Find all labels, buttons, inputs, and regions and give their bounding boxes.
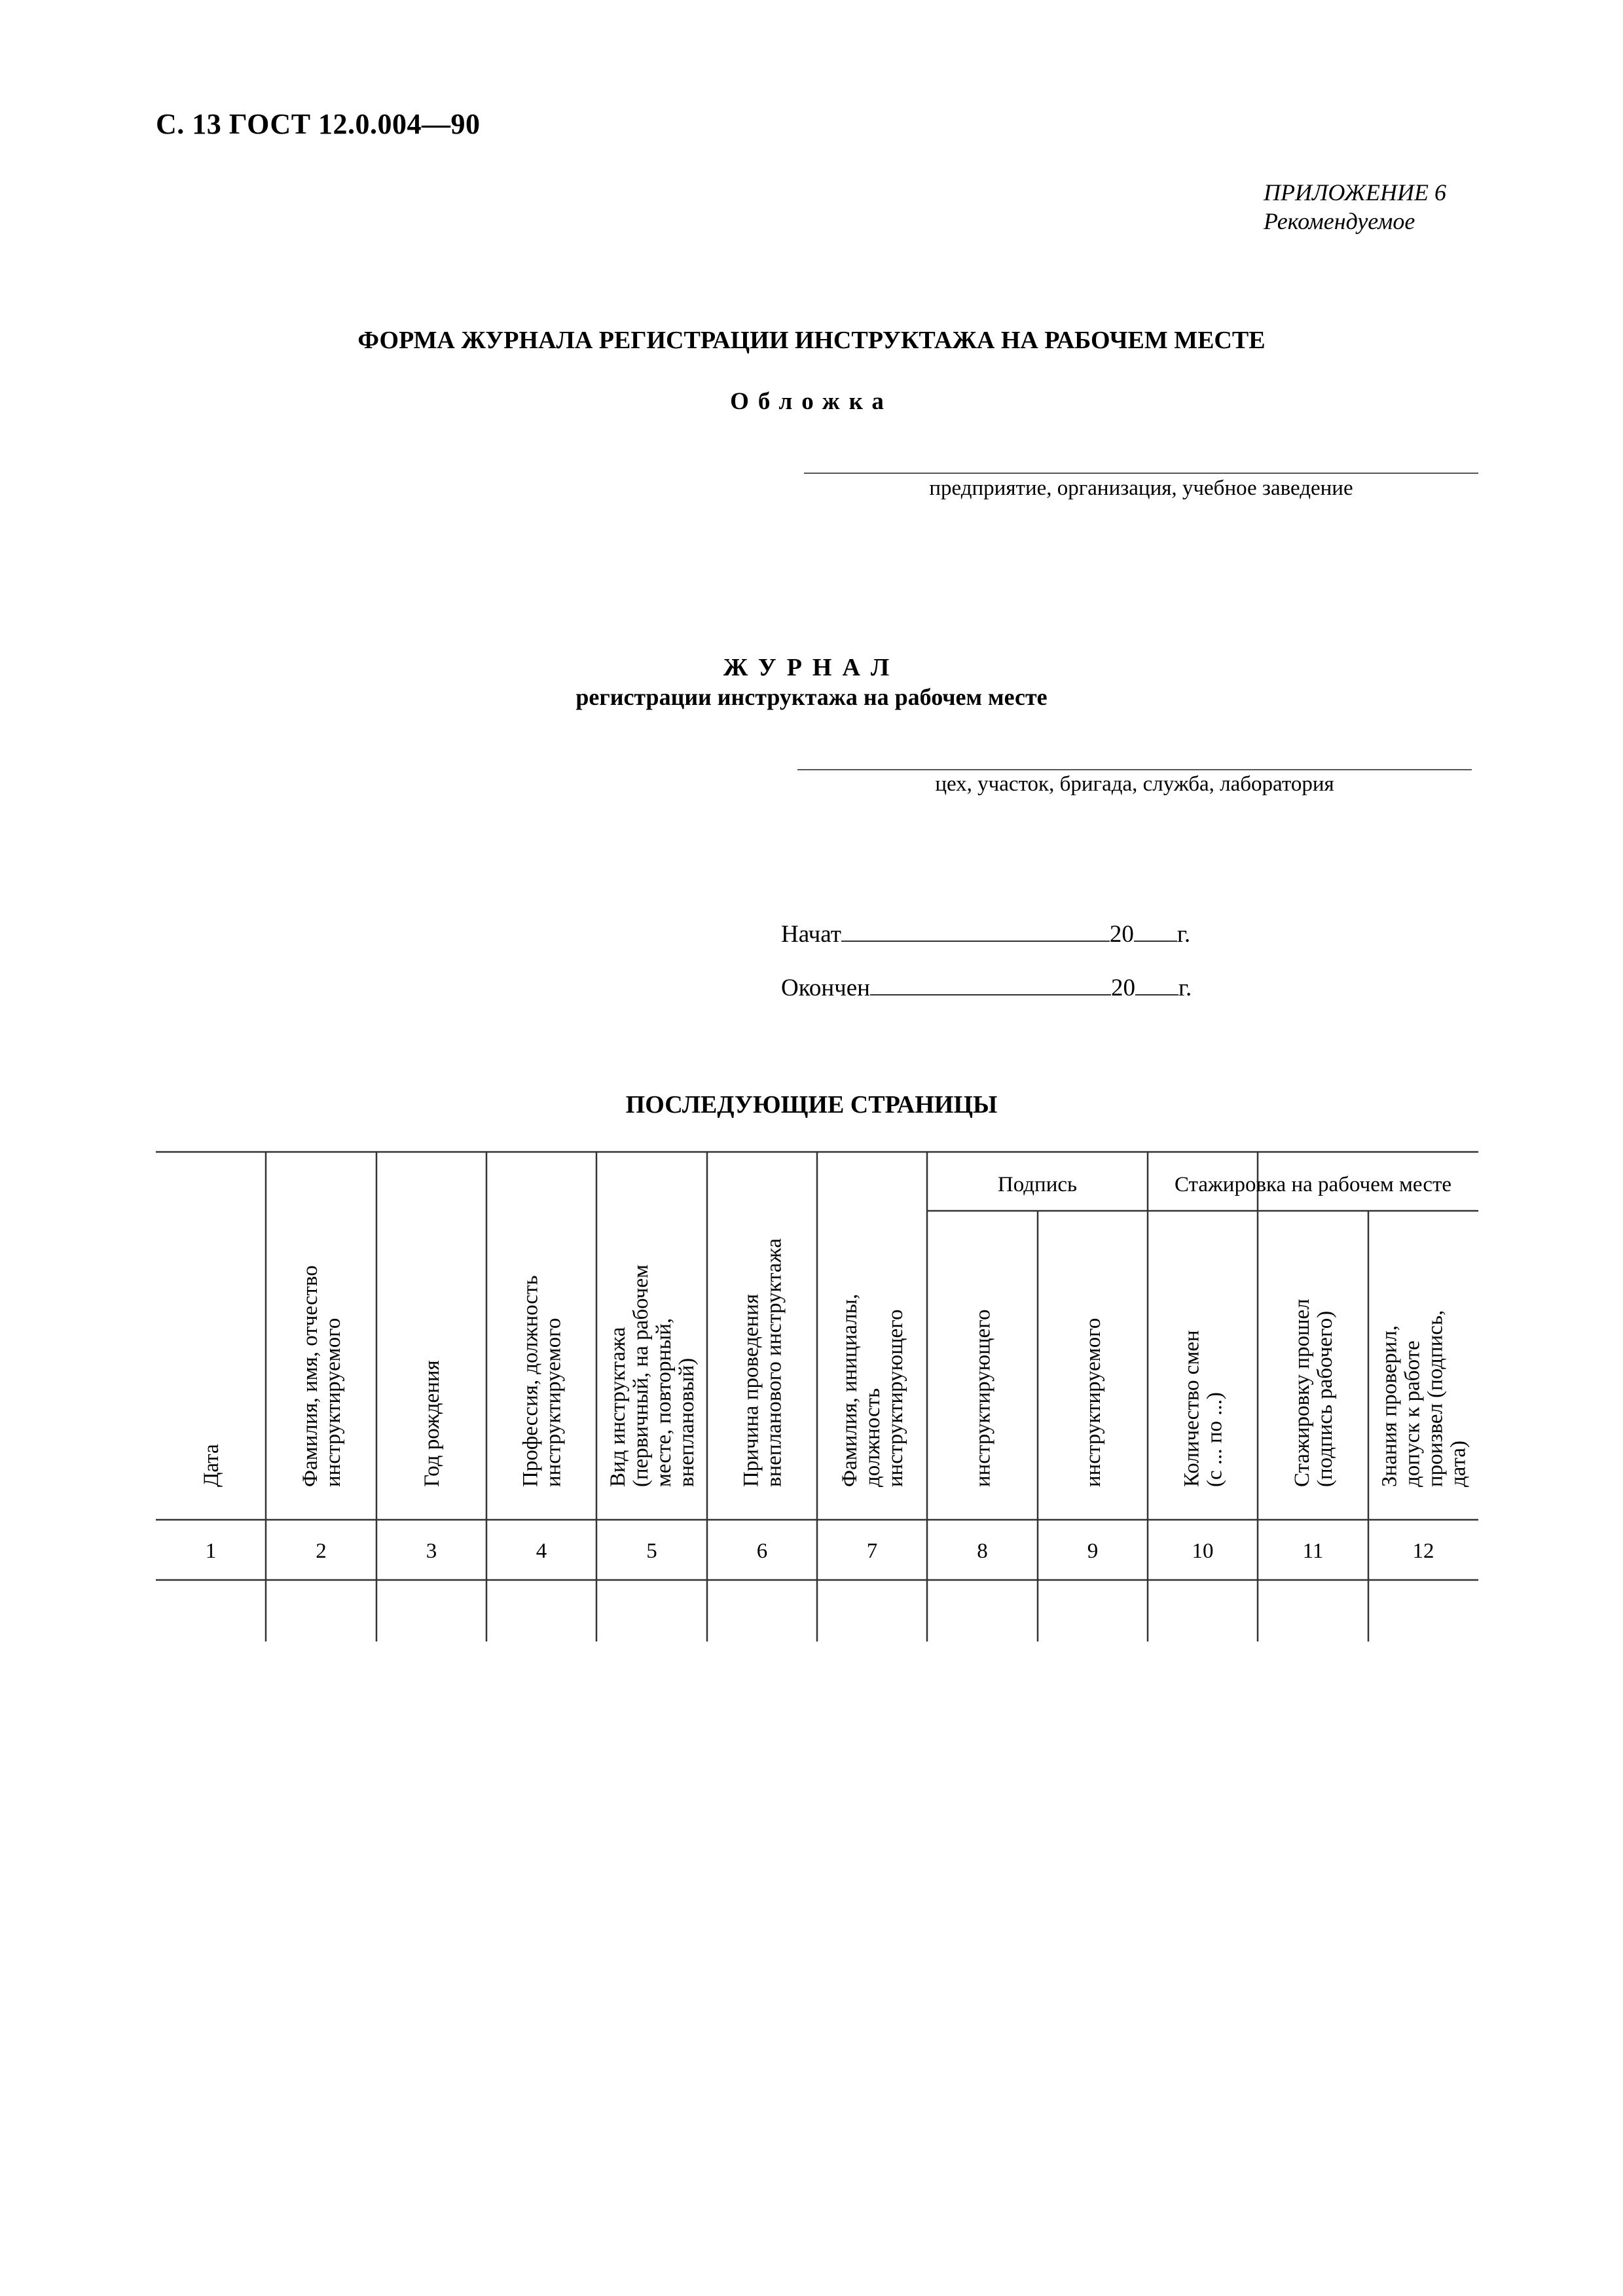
column-number-7: 7 bbox=[866, 1539, 878, 1563]
column-header-5: Вид инструктажа(первичный, на рабочемместе, повторный,внеплановый) bbox=[606, 1265, 699, 1487]
column-header-12: Знания проверил,допуск к работепроизвел (подпись,дата) bbox=[1377, 1310, 1470, 1487]
started-year-suffix: г. bbox=[1176, 921, 1191, 948]
journal-subtitle: регистрации инструктажа на рабочем месте bbox=[575, 684, 1048, 710]
column-header-1: Дата bbox=[200, 1444, 223, 1487]
column-number-5: 5 bbox=[646, 1539, 657, 1563]
started-year-prefix: 20 bbox=[1109, 921, 1134, 948]
started-label: Начат bbox=[781, 921, 841, 948]
form-title: ФОРМА ЖУРНАЛА РЕГИСТРАЦИИ ИНСТРУКТАЖА НА РАБОЧЕМ МЕСТЕ bbox=[357, 327, 1266, 354]
appendix-status: Рекомендуемое bbox=[1264, 208, 1415, 234]
column-header-7: Фамилия, инициалы,должностьинструктирующего bbox=[838, 1293, 907, 1487]
appendix-label: ПРИЛОЖЕНИЕ 6 bbox=[1264, 179, 1446, 206]
group-header-signature: Подпись bbox=[997, 1173, 1078, 1196]
column-number-10: 10 bbox=[1192, 1539, 1214, 1563]
ended-year-suffix: г. bbox=[1178, 975, 1192, 1001]
column-number-1: 1 bbox=[205, 1539, 217, 1563]
table-grid bbox=[156, 1152, 1478, 1641]
column-number-2: 2 bbox=[316, 1539, 327, 1563]
column-header-11: Стажировку прошел(подпись рабочего) bbox=[1290, 1299, 1337, 1487]
journal-title: ЖУРНАЛ bbox=[723, 654, 900, 681]
column-header-4: Профессия, должностьинструктируемого bbox=[519, 1275, 566, 1487]
column-number-4: 4 bbox=[536, 1539, 547, 1563]
column-header-9: инструктируемого bbox=[1082, 1318, 1105, 1487]
column-header-2: Фамилия, имя, отчествоинструктируемого bbox=[299, 1265, 345, 1487]
column-number-9: 9 bbox=[1087, 1539, 1099, 1563]
column-header-10: Количество смен(с ... по ...) bbox=[1180, 1330, 1227, 1487]
column-header-3: Год рождения bbox=[420, 1360, 444, 1487]
column-number-8: 8 bbox=[977, 1539, 988, 1563]
ended-label: Окончен bbox=[781, 975, 870, 1001]
cover-heading: Обложка bbox=[730, 388, 893, 415]
column-number-6: 6 bbox=[756, 1539, 768, 1563]
column-number-12: 12 bbox=[1412, 1539, 1434, 1563]
subsequent-pages-heading: ПОСЛЕДУЮЩИЕ СТРАНИЦЫ bbox=[625, 1091, 998, 1119]
column-number-11: 11 bbox=[1302, 1539, 1324, 1563]
table-text bbox=[200, 1173, 1470, 1563]
unit-caption: цех, участок, бригада, служба, лаборатория bbox=[935, 772, 1334, 796]
organization-caption: предприятие, организация, учебное заведение bbox=[929, 476, 1353, 500]
column-header-6: Причина проведениявнепланового инструктажа bbox=[739, 1238, 786, 1487]
ended-year-prefix: 20 bbox=[1110, 975, 1135, 1001]
column-number-3: 3 bbox=[426, 1539, 437, 1563]
group-header-internship: Стажировка на рабочем месте bbox=[1174, 1173, 1452, 1196]
document-code: С. 13 ГОСТ 12.0.004—90 bbox=[156, 108, 481, 140]
column-header-8: инструктирующего bbox=[971, 1309, 995, 1487]
